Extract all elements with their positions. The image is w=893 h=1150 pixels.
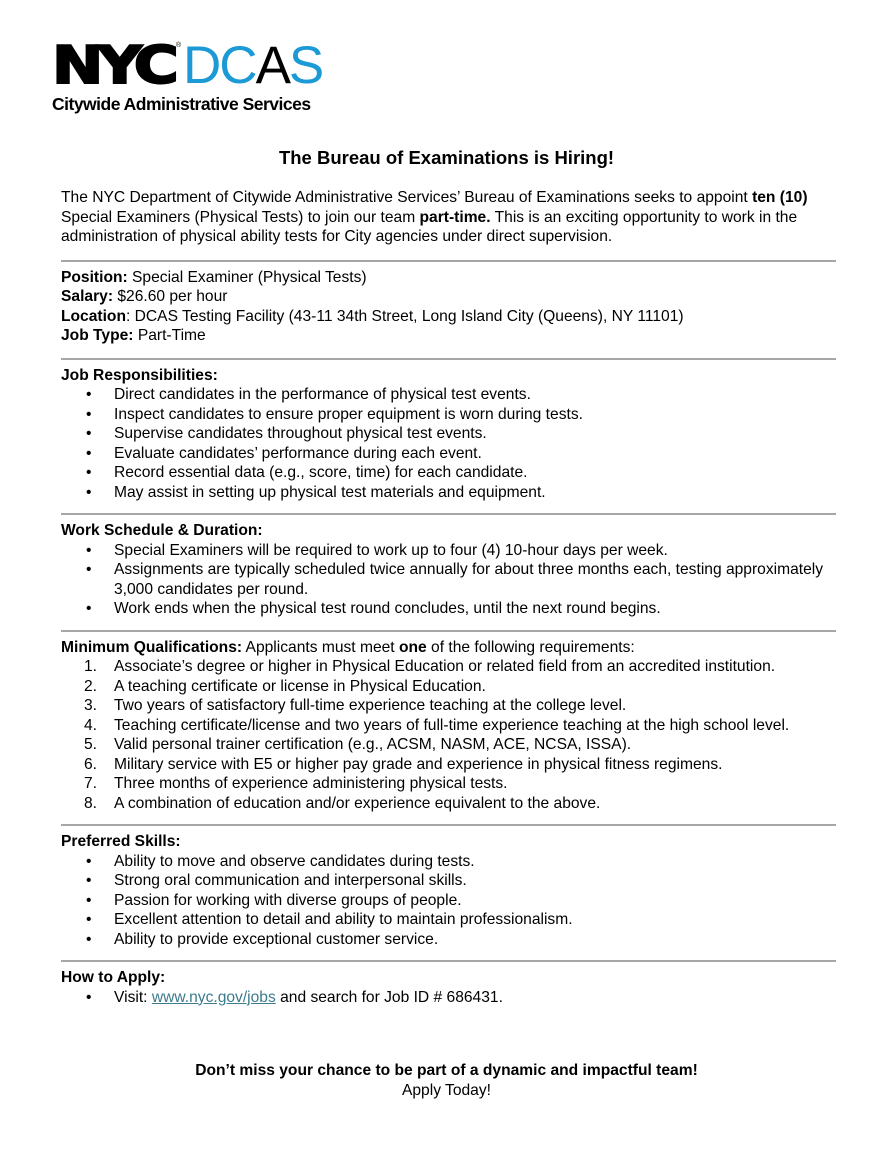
list-item-text: A combination of education and/or experience equivalent to the above. bbox=[114, 794, 601, 812]
list-item-text: Supervise candidates throughout physical test events. bbox=[114, 425, 487, 442]
bullet-icon: • bbox=[86, 988, 92, 1006]
nyc-dcas-logo bbox=[52, 36, 342, 120]
intro-text: Special Examiners (Physical Tests) to join our team bbox=[61, 208, 420, 226]
list-number: 2. bbox=[84, 677, 98, 695]
bullet-icon: • bbox=[86, 911, 92, 928]
list-item-text: Work ends when the physical test round concludes, until the next round begins. bbox=[114, 600, 661, 617]
document-body bbox=[61, 188, 836, 1018]
section-responsibilities bbox=[61, 366, 836, 503]
list-item bbox=[61, 696, 836, 716]
list-item bbox=[61, 424, 836, 444]
bullet-icon: • bbox=[86, 483, 92, 501]
list-item-text: Passion for working with diverse groups of people. bbox=[114, 891, 462, 909]
info-label: Location bbox=[61, 307, 126, 325]
job-info bbox=[61, 268, 836, 346]
closing-message bbox=[0, 1061, 893, 1100]
info-value: : DCAS Testing Facility (43-11 34th Street, Long Island City (Queens), NY 11101) bbox=[125, 307, 684, 325]
list-item bbox=[61, 599, 836, 619]
list-item-text: Excellent attention to detail and ability to maintain professionalism. bbox=[114, 911, 573, 928]
apply-text: and search for Job ID # 686431. bbox=[275, 988, 503, 1006]
list-item bbox=[61, 463, 836, 483]
list-item-text: Strong oral communication and interpersonal skills. bbox=[114, 872, 467, 889]
info-label: Salary: bbox=[61, 288, 114, 305]
list-item bbox=[61, 677, 836, 697]
list-item bbox=[61, 794, 836, 814]
list-item-text: Special Examiners will be required to work up to four (4) 10-hour days per week. bbox=[114, 541, 668, 559]
apply-list bbox=[61, 988, 836, 1008]
list-number: 4. bbox=[84, 716, 98, 734]
intro-bold: part-time. bbox=[419, 208, 491, 226]
bullet-icon: • bbox=[86, 600, 92, 617]
bullet-icon: • bbox=[86, 444, 92, 462]
list-item bbox=[61, 755, 836, 775]
logo-letter: S bbox=[288, 36, 323, 95]
divider bbox=[61, 513, 836, 515]
list-item bbox=[61, 444, 836, 464]
registered-mark: ® bbox=[176, 42, 182, 49]
logo-subtitle: Citywide Administrative Services bbox=[52, 94, 311, 114]
list-item bbox=[61, 716, 836, 736]
list-item-text: Ability to move and observe candidates during tests. bbox=[114, 852, 475, 870]
logo-dcas-wordmark bbox=[183, 36, 323, 95]
info-label: Position: bbox=[61, 268, 128, 286]
list-item-text: Three months of experience administering physical tests. bbox=[114, 775, 508, 792]
bullet-icon: • bbox=[86, 891, 92, 909]
bullet-icon: • bbox=[86, 872, 92, 889]
list-item bbox=[61, 560, 836, 599]
section-heading: Minimum Qualifications: bbox=[61, 638, 243, 656]
list-item-text: Valid personal trainer certification (e.g., ACSM, NASM, ACE, NCSA, ISSA). bbox=[114, 736, 632, 753]
qualifications-bold: one bbox=[398, 638, 427, 656]
section-heading: Preferred Skills: bbox=[61, 833, 181, 850]
list-item bbox=[61, 405, 836, 425]
closing-tagline: Don’t miss your chance to be part of a dynamic and impactful team! bbox=[195, 1062, 698, 1079]
list-item-text: May assist in setting up physical test materials and equipment. bbox=[114, 483, 546, 501]
apply-text: Visit: bbox=[114, 988, 152, 1006]
bullet-icon: • bbox=[86, 852, 92, 870]
section-heading: Job Responsibilities: bbox=[61, 366, 218, 384]
info-job-type bbox=[61, 326, 836, 346]
info-label: Job Type: bbox=[61, 327, 134, 344]
bullet-icon: • bbox=[86, 541, 92, 559]
list-number: 8. bbox=[84, 794, 98, 812]
qualifications-list bbox=[61, 657, 836, 813]
list-item-text: Teaching certificate/license and two years of full-time experience teaching at the high school level. bbox=[114, 716, 790, 734]
schedule-list bbox=[61, 541, 836, 619]
list-item-text: Inspect candidates to ensure proper equipment is worn during tests. bbox=[114, 405, 583, 423]
list-item bbox=[61, 735, 836, 755]
info-value: Special Examiner (Physical Tests) bbox=[127, 268, 367, 286]
intro-text: This is an exciting opportunity to work in the administration of physical ability tests for City agencies under direct supervision. bbox=[61, 208, 798, 245]
list-item-text: Ability to provide exceptional customer service. bbox=[114, 930, 439, 948]
list-item bbox=[61, 774, 836, 794]
divider bbox=[61, 358, 836, 360]
list-item-text: Associate’s degree or higher in Physical Education or related field from an accredited institution. bbox=[114, 658, 776, 675]
intro-bold: ten (10) bbox=[752, 189, 808, 206]
list-number: 7. bbox=[84, 775, 98, 792]
list-item-text: Two years of satisfactory full-time experience teaching at the college level. bbox=[114, 697, 627, 714]
section-schedule bbox=[61, 521, 836, 619]
bullet-icon: • bbox=[86, 386, 92, 403]
list-item bbox=[61, 871, 836, 891]
list-item bbox=[61, 657, 836, 677]
page-title: The Bureau of Examinations is Hiring! bbox=[278, 147, 615, 168]
logo-letter: D bbox=[183, 36, 220, 95]
list-item bbox=[61, 910, 836, 930]
qualifications-text: of the following requirements: bbox=[426, 638, 635, 656]
list-item bbox=[61, 930, 836, 950]
list-number: 3. bbox=[84, 697, 98, 714]
qualifications-text: Applicants must meet bbox=[242, 638, 399, 656]
qualifications-intro bbox=[61, 638, 836, 658]
logo-nyc-wordmark: NYC bbox=[52, 36, 173, 96]
info-value: $26.60 per hour bbox=[113, 288, 228, 305]
info-value: Part-Time bbox=[133, 327, 206, 344]
list-item bbox=[61, 483, 836, 503]
list-number: 5. bbox=[84, 736, 98, 753]
intro-text: The NYC Department of Citywide Administrative Services’ Bureau of Examinations seeks to appoint bbox=[61, 189, 753, 206]
list-item bbox=[61, 852, 836, 872]
info-position bbox=[61, 268, 836, 288]
divider bbox=[61, 960, 836, 962]
section-skills bbox=[61, 832, 836, 949]
list-item bbox=[61, 385, 836, 405]
list-item-text: Military service with E5 or higher pay grade and experience in physical fitness regimens. bbox=[114, 755, 723, 773]
list-item bbox=[61, 988, 836, 1008]
responsibilities-list bbox=[61, 385, 836, 502]
section-heading: How to Apply: bbox=[61, 969, 166, 986]
logo-letter: C bbox=[219, 36, 256, 95]
bullet-icon: • bbox=[86, 930, 92, 948]
info-location bbox=[61, 307, 836, 327]
intro-paragraph bbox=[61, 188, 836, 247]
divider bbox=[61, 260, 836, 262]
closing-cta: Apply Today! bbox=[401, 1081, 491, 1099]
section-apply bbox=[61, 968, 836, 1007]
skills-list bbox=[61, 852, 836, 950]
list-number: 6. bbox=[84, 755, 98, 773]
logo-letter: A bbox=[255, 36, 289, 95]
bullet-icon: • bbox=[86, 405, 92, 423]
list-number: 1. bbox=[84, 658, 98, 675]
info-salary bbox=[61, 287, 836, 307]
list-item bbox=[61, 891, 836, 911]
bullet-icon: • bbox=[86, 425, 92, 442]
divider bbox=[61, 630, 836, 632]
list-item bbox=[61, 541, 836, 561]
list-item-text: Assignments are typically scheduled twice annually for about three months each, testing approximately 3,000 candidates per round. bbox=[114, 561, 824, 598]
list-item-text: Direct candidates in the performance of physical test events. bbox=[114, 386, 531, 403]
section-heading: Work Schedule & Duration: bbox=[61, 522, 263, 539]
divider bbox=[61, 824, 836, 826]
bullet-icon: • bbox=[86, 464, 92, 481]
jobs-link[interactable]: www.nyc.gov/jobs bbox=[151, 988, 276, 1006]
section-qualifications bbox=[61, 638, 836, 814]
list-item-text: Record essential data (e.g., score, time) for each candidate. bbox=[114, 464, 528, 481]
bullet-icon: • bbox=[86, 561, 92, 578]
list-item-text: A teaching certificate or license in Physical Education. bbox=[114, 677, 486, 695]
list-item-text: Evaluate candidates’ performance during each event. bbox=[114, 444, 482, 462]
